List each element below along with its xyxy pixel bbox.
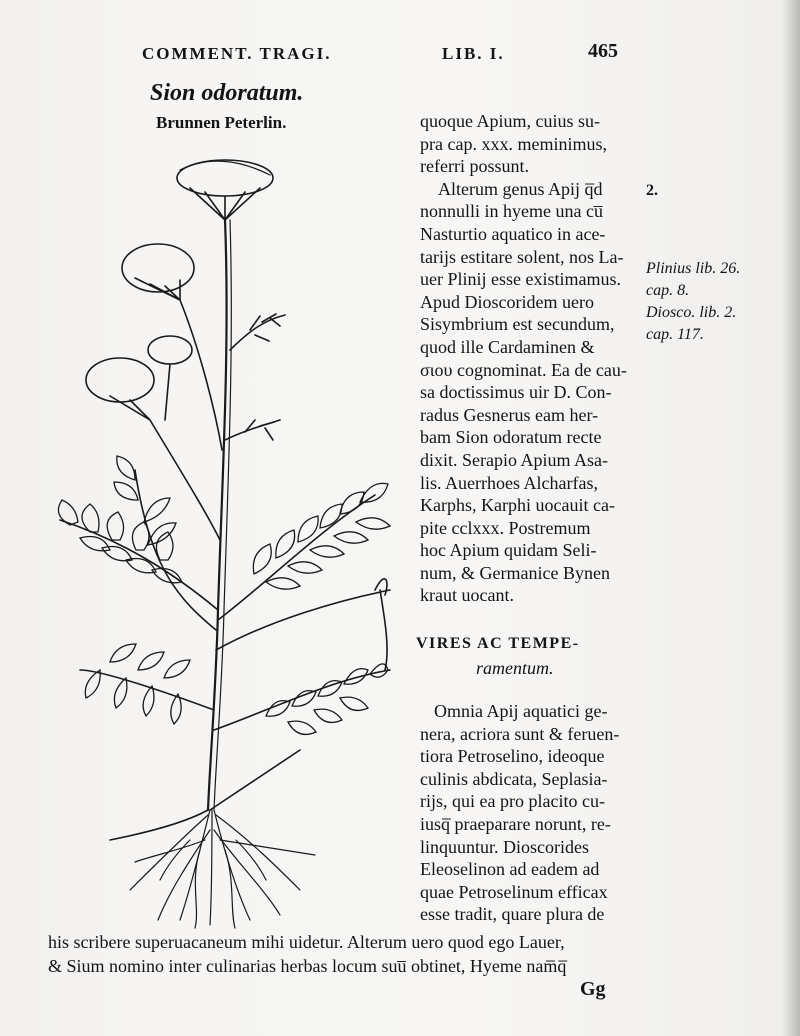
text-line: Omnia Apij aquatici ge-	[434, 701, 608, 721]
book-number: LIB. I.	[442, 44, 505, 63]
plant-german-name: Brunnen Peterlin.	[156, 113, 287, 132]
text-line: linquuntur. Dioscorides	[420, 836, 589, 857]
page-number: 465	[588, 40, 618, 62]
margin-note-line: cap. 8.	[646, 282, 690, 299]
text-line: culinis abdicata, Seplasia-	[420, 768, 608, 789]
text-line: num, & Germanice Bynen	[420, 562, 610, 583]
full-width-line: & Sium nomino inter culinarias herbas locum suu̅ obtinet, Hyeme nam̅q̅	[48, 956, 567, 976]
text-line: quoque Apium, cuius su-	[420, 111, 600, 131]
margin-note-line: Plinius lib. 26.	[646, 260, 741, 277]
full-width-line: his scribere superuacaneum mihi uidetur. Alterum uero quod ego Lauer,	[48, 932, 565, 952]
section-heading-continuation: ramentum.	[476, 658, 554, 678]
text-line: sa doctissimus uir D. Con-	[420, 382, 612, 403]
text-line: quae Petroselinum efficax	[420, 881, 608, 902]
text-column-upper	[420, 110, 642, 607]
text-line: nonnulli in hyeme una cu̅	[420, 201, 603, 222]
text-line: kraut uocant.	[420, 585, 514, 606]
text-line: pite cclxxx. Postremum	[420, 517, 591, 538]
plant-woodcut-illustration	[40, 150, 400, 930]
text-line: bam Sion odoratum recte	[420, 427, 602, 448]
text-line: dixit. Serapio Apium Asa-	[420, 449, 608, 470]
text-column-lower	[420, 700, 642, 926]
text-line: rijs, qui ea pro placito cu-	[420, 791, 605, 812]
section-heading: VIRES AC TEMPE-	[416, 635, 580, 652]
text-line: Apud Dioscoridem uero	[420, 291, 594, 312]
text-line: Karphs, Karphi uocauit ca-	[420, 495, 615, 516]
text-line: pra cap. xxx. meminimus,	[420, 133, 607, 154]
text-line: Eleoselinon ad eadem ad	[420, 859, 600, 880]
text-line: referri possunt.	[420, 156, 529, 177]
text-line: lis. Auerrhoes Alcharfas,	[420, 472, 598, 493]
running-head: COMMENT. TRAGI.	[142, 44, 332, 63]
text-line: Sisymbrium est secundum,	[420, 314, 615, 335]
text-line: esse tradit, quare plura de	[420, 904, 605, 925]
signature-mark: Gg	[580, 978, 606, 1000]
text-line: uer Plinij esse existimamus.	[420, 269, 621, 290]
text-line: Nasturtio aquatico in ace-	[420, 223, 606, 244]
text-line: quod ille Cardaminen &	[420, 336, 595, 357]
text-line: tiora Petroselino, ideoque	[420, 746, 605, 767]
text-line: Alterum genus Apij q̅d	[438, 178, 603, 199]
text-line: radus Gesnerus eam her-	[420, 404, 599, 425]
margin-section-number: 2.	[646, 182, 658, 199]
text-line: hoc Apium quidam Seli-	[420, 540, 597, 561]
text-line: nera, acriora sunt & feruen-	[420, 723, 620, 744]
text-line: tarijs estitare solent, nos La-	[420, 246, 624, 267]
margin-note-line: Diosco. lib. 2.	[646, 304, 737, 321]
text-line: σιου cognominat. Ea de cau-	[420, 359, 627, 380]
plant-title: Sion odoratum.	[150, 80, 304, 106]
page-edge-shadow	[782, 0, 800, 1036]
text-line: iusq̅ praeparare norunt, re-	[420, 813, 611, 834]
margin-reference-note	[646, 258, 740, 346]
margin-note-line: cap. 117.	[646, 326, 704, 343]
